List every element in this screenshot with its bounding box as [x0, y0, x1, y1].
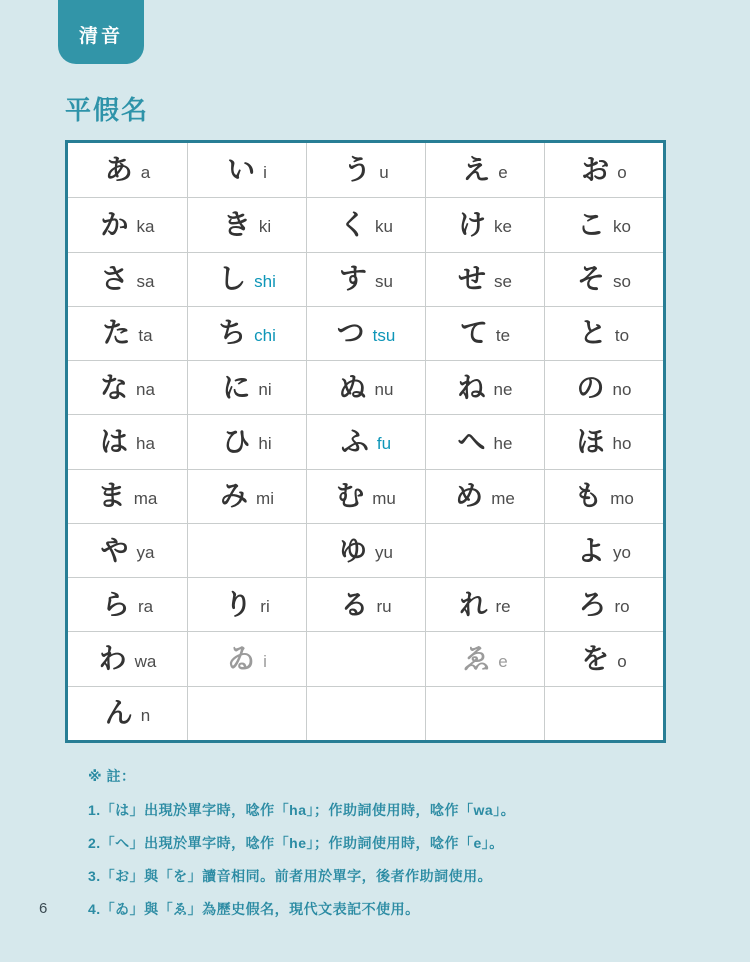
kana-character: る — [340, 588, 369, 620]
kana-character: へ — [457, 425, 486, 457]
romaji-label: tsu — [372, 325, 396, 345]
romaji-label: i — [263, 162, 267, 182]
kana-character: ん — [104, 697, 133, 729]
kana-character: お — [581, 154, 610, 186]
kana-character: う — [343, 154, 372, 186]
page-title: 平假名 — [65, 95, 150, 125]
romaji-label: o — [617, 162, 627, 182]
romaji-label: nu — [374, 380, 394, 400]
romaji-label: ko — [613, 217, 631, 237]
kana-character: く — [339, 208, 368, 240]
romaji-label: ri — [260, 597, 270, 617]
kana-character: ち — [218, 317, 247, 349]
kana-character: す — [339, 263, 368, 295]
kana-cell — [187, 414, 306, 468]
kana-character: ふ — [340, 425, 369, 457]
romaji-label: sa — [136, 271, 155, 291]
kana-character: に — [222, 371, 251, 403]
romaji-label: re — [495, 597, 511, 617]
kana-character: そ — [577, 263, 606, 295]
kana-cell — [68, 252, 187, 306]
kana-cell — [187, 306, 306, 360]
kana-character: け — [458, 208, 487, 240]
kana-character: は — [100, 425, 129, 457]
empty-cell — [544, 686, 663, 740]
kana-cell — [187, 143, 306, 197]
kana-character: な — [100, 371, 129, 403]
kana-character: ゑ — [462, 643, 491, 675]
kana-cell — [187, 197, 306, 251]
romaji-label: ne — [493, 380, 513, 400]
romaji-label: wa — [134, 651, 157, 671]
kana-character: ぬ — [338, 371, 367, 403]
kana-character: り — [224, 588, 253, 620]
kana-cell — [187, 469, 306, 523]
empty-cell — [187, 523, 306, 577]
kana-cell — [425, 252, 544, 306]
romaji-label: me — [491, 488, 515, 508]
romaji-label: ha — [136, 434, 155, 454]
kana-cell — [425, 631, 544, 685]
kana-character: ゐ — [227, 643, 256, 675]
kana-character: ひ — [222, 425, 251, 457]
romaji-label: ni — [258, 380, 272, 400]
kana-character: つ — [336, 317, 365, 349]
kana-cell — [187, 631, 306, 685]
kana-cell — [306, 143, 425, 197]
kana-character: む — [336, 480, 365, 512]
kana-character: せ — [458, 263, 487, 295]
kana-character: や — [100, 534, 129, 566]
romaji-label: so — [613, 271, 631, 291]
footnote-item: 3.「お」與「を」讀音相同。前者用於單字，後者作助詞使用。 — [88, 868, 493, 884]
kana-cell — [306, 469, 425, 523]
empty-cell — [306, 631, 425, 685]
romaji-label: a — [140, 162, 151, 182]
kana-cell — [425, 469, 544, 523]
kana-cell — [187, 577, 306, 631]
romaji-label: e — [498, 651, 508, 671]
empty-cell — [187, 686, 306, 740]
kana-cell — [544, 197, 663, 251]
kana-cell — [306, 306, 425, 360]
romaji-label: su — [375, 271, 393, 291]
romaji-label: shi — [254, 271, 276, 291]
romaji-label: ma — [133, 488, 158, 508]
kana-character: て — [459, 317, 488, 349]
romaji-label: ta — [138, 325, 153, 345]
kana-cell — [306, 252, 425, 306]
romaji-label: fu — [376, 434, 392, 454]
kana-character: と — [578, 317, 607, 349]
kana-cell — [68, 631, 187, 685]
romaji-label: se — [494, 271, 512, 291]
kana-character: ほ — [576, 425, 605, 457]
hiragana-table — [65, 140, 666, 743]
kana-cell — [187, 252, 306, 306]
kana-cell — [425, 414, 544, 468]
romaji-label: u — [379, 162, 389, 182]
romaji-label: hi — [258, 434, 272, 454]
romaji-label: yu — [375, 543, 393, 563]
kana-cell — [68, 414, 187, 468]
kana-character: め — [455, 480, 484, 512]
kana-character: か — [100, 208, 129, 240]
kana-cell — [68, 577, 187, 631]
kana-cell — [187, 360, 306, 414]
footnotes — [88, 766, 515, 932]
romaji-label: ku — [375, 217, 393, 237]
romaji-label: to — [614, 325, 630, 345]
kana-cell — [544, 306, 663, 360]
kana-cell — [544, 577, 663, 631]
romaji-label: e — [498, 162, 508, 182]
empty-cell — [425, 686, 544, 740]
kana-cell — [68, 306, 187, 360]
romaji-label: he — [493, 434, 513, 454]
kana-cell — [68, 469, 187, 523]
kana-cell — [306, 523, 425, 577]
kana-cell — [306, 197, 425, 251]
romaji-label: yo — [613, 543, 631, 563]
footnote-item: 1.「は」出現於單字時，唸作「ha」；作助詞使用時，唸作「wa」。 — [88, 802, 516, 818]
kana-cell — [306, 414, 425, 468]
romaji-label: mo — [610, 488, 634, 508]
kana-cell — [425, 306, 544, 360]
romaji-label: o — [617, 651, 627, 671]
romaji-label: ho — [612, 434, 632, 454]
kana-cell — [544, 631, 663, 685]
kana-cell — [544, 469, 663, 523]
section-badge-label: 清音 — [78, 25, 123, 47]
romaji-label: te — [495, 325, 511, 345]
romaji-label: ra — [137, 597, 154, 617]
kana-character: き — [222, 208, 251, 240]
footnote-item: 4.「ゐ」與「ゑ」為歷史假名，現代文表記不使用。 — [88, 901, 420, 917]
kana-character: の — [576, 371, 605, 403]
kana-character: ろ — [578, 588, 607, 620]
kana-cell — [544, 143, 663, 197]
page-number: 6 — [39, 900, 48, 917]
kana-character: み — [220, 480, 249, 512]
kana-character: ま — [97, 480, 126, 512]
kana-character: い — [227, 154, 256, 186]
kana-character: ゆ — [339, 534, 368, 566]
kana-cell — [306, 577, 425, 631]
kana-character: ら — [101, 588, 130, 620]
kana-character: し — [218, 263, 247, 295]
kana-character: た — [102, 317, 131, 349]
empty-cell — [306, 686, 425, 740]
footnote-item: 2.「へ」出現於單字時，唸作「he」；作助詞使用時，唸作「e」。 — [88, 835, 504, 851]
kana-cell — [306, 360, 425, 414]
romaji-label: ki — [258, 217, 272, 237]
romaji-label: mi — [256, 488, 274, 508]
kana-character: も — [574, 480, 603, 512]
romaji-label: chi — [254, 325, 276, 345]
kana-character: あ — [104, 154, 133, 186]
empty-cell — [425, 523, 544, 577]
kana-cell — [425, 143, 544, 197]
romaji-label: ka — [136, 217, 155, 237]
kana-cell — [68, 143, 187, 197]
romaji-label: ru — [376, 597, 392, 617]
kana-character: え — [462, 154, 491, 186]
romaji-label: ya — [136, 543, 155, 563]
kana-character: こ — [577, 208, 606, 240]
kana-character: を — [581, 643, 610, 675]
romaji-label: na — [136, 380, 155, 400]
kana-cell — [544, 414, 663, 468]
kana-cell — [68, 686, 187, 740]
romaji-label: i — [263, 651, 267, 671]
kana-cell — [544, 360, 663, 414]
kana-character: れ — [459, 588, 488, 620]
romaji-label: n — [140, 705, 151, 725]
footnotes-heading: ※ 註： — [88, 768, 136, 784]
kana-cell — [425, 577, 544, 631]
kana-cell — [425, 360, 544, 414]
romaji-label: mu — [372, 488, 396, 508]
section-badge — [58, 0, 144, 64]
kana-character: よ — [577, 534, 606, 566]
kana-cell — [425, 197, 544, 251]
romaji-label: ke — [494, 217, 512, 237]
kana-cell — [68, 360, 187, 414]
kana-character: さ — [100, 263, 129, 295]
kana-cell — [68, 197, 187, 251]
romaji-label: no — [612, 380, 632, 400]
kana-cell — [68, 523, 187, 577]
kana-character: ね — [457, 371, 486, 403]
kana-character: わ — [98, 643, 127, 675]
kana-cell — [544, 252, 663, 306]
kana-cell — [544, 523, 663, 577]
romaji-label: ro — [614, 597, 630, 617]
